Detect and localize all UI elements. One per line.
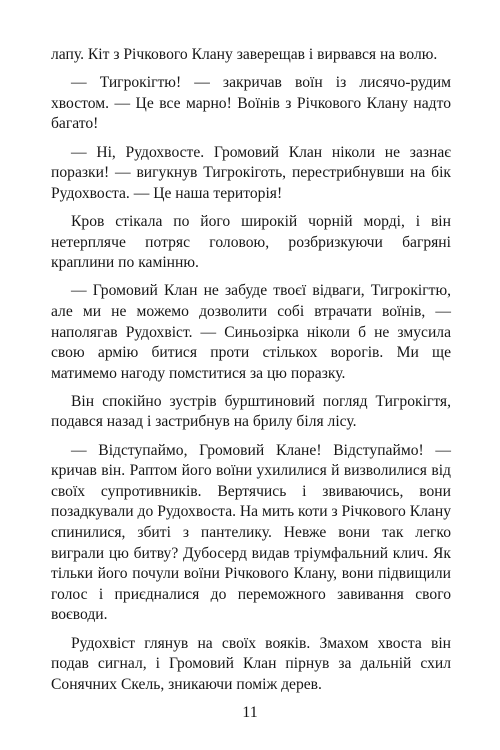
paragraph-6: Він спокійно зустрів бурштиновий погляд Тигрокігтя, подався назад і застрибнув на брилу біля лісу.	[51, 392, 451, 431]
paragraph-8: Рудохвіст глянув на своїх вояків. Змахом хвоста він подав сигнал, і Громовий Клан пірнув за дальній схил Сонячних Скель, зникаючи поміж дерев.	[51, 634, 451, 693]
paragraph-2: — Тигрокігтю! — закричав воїн із лисячо-рудим хвостом. — Це все марно! Воїнів з Річкового Клану надто багато!	[51, 74, 451, 133]
body-text	[51, 45, 451, 703]
paragraph-4: Кров стікала по його широкій чорній морді, і він нетерпляче потряс головою, розбризкуючи багряні краплини по камінню.	[51, 212, 451, 272]
paragraph-7: — Відступаймо, Громовий Клане! Відступаймо! — кричав він. Раптом його воїни ухилилися й визволилися від своїх супротивників. Вертячись і звиваючись, вони позадкували до Рудохвоста. На мить коти з Річкового Клану спинилися, збиті з пантелику. Невже вони так легко виграли цю битву? Дубосерд видав тріумфальний клич. Як тільки його почули воїни Річкового Клану, вони підвищили голос і приєдналися до переможного завивання свого воєводи.	[51, 441, 451, 624]
paragraph-1: лапу. Кіт з Річкового Клану заверещав і вирвався на волю.	[51, 46, 438, 63]
paragraph-5: — Громовий Клан не забуде твоєї відваги, Тигрокігтю, але ми не можемо дозволити собі втрачати воїнів, — наполягав Рудохвіст. — Синьозірка ніколи б не змусила свою армію битися проти стількох ворогів. Ми ще матимемо нагоду помститися за цю поразку.	[51, 282, 451, 382]
page-number: 11	[242, 704, 258, 721]
paragraph-3: — Ні, Рудохвосте. Громовий Клан ніколи не зазнає поразки! — вигукнув Тигрокіготь, перестрибнувши на бік Рудохвоста. — Це наша територія!	[51, 143, 451, 202]
